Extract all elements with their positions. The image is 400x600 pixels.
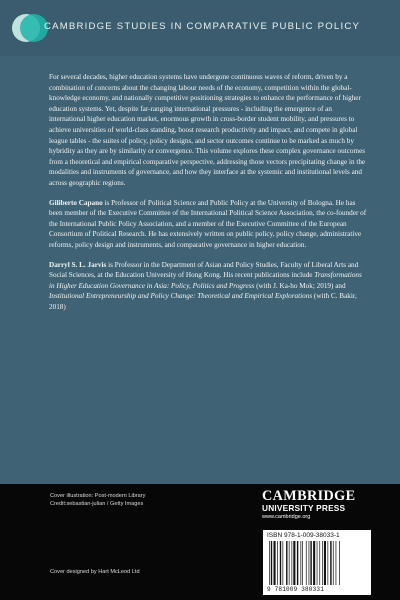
author-bio-jarvis — [49, 260, 367, 313]
publisher-url: www.cambridge.org — [262, 514, 311, 520]
author-bio-text: is Professor in the Department of Asian and Policy Studies, Faculty of Liberal Arts and Social Sciences, at the Education University of Hong Kong. His recent publications include — [49, 260, 359, 280]
series-header — [0, 0, 400, 56]
barcode-panel — [263, 530, 371, 595]
cover-illustration-credit: Cover illustration: Post-modern Library — [50, 493, 146, 499]
book-title: Transformations in Higher Education Governance in Asia: Policy, Politics and Progress — [49, 271, 362, 290]
author-bio-text: is Professor of Political Science and Public Policy at the University of Bologna. He has been member of the Executive Committee of the International Political Science Association, the co-founder of the International Public Policy Association, and a member of the Executive Committee of the European Consortium of Political Research. He has extensively written on public policy, policy change, administrative reforms, policy design and instruments, and comparative governance in higher education. — [49, 198, 367, 249]
publisher-press: UNIVERSITY PRESS — [262, 503, 346, 513]
series-logo-icon — [12, 10, 48, 46]
book-blurb: For several decades, higher education systems have undergone continuous waves of reform, driven by a combination of concerns about the changing labour needs of the economy, competition within the global-knowledge economy, and nationally competitive positioning strategies to enhance the performance of higher education systems. Yet, despite far-ranging international pressures - including the emergence of an international higher education market, enormous growth in cross-border student mobility, and pressures to achieve universities of world-class standing, boost research productivity and impact, and compete in global league tables - the suites of policy, policy designs, and sector outcomes continue to be marked as much by hybridity as they are by similarity or convergence. This volume explores these complex governance outcomes from a theoretical and empirical comparative perspective, addressing those vectors precipitating change in the modalities and instruments of governance, and how they interface at the systemic and institutional levels and across geographic regions. — [49, 73, 366, 187]
photo-credit: Credit:sebastian-julian / Getty Images — [50, 501, 144, 507]
barcode-icon — [267, 541, 367, 587]
author-name: Darryl S. L. Jarvis — [49, 260, 107, 269]
book-title: Institutional Entrepreneurship and Policy Change: Theoretical and Empirical Explorations — [49, 292, 313, 301]
barcode-digits: 9 781009 380331 — [267, 586, 325, 593]
isbn-label: ISBN 978-1-009-38033-1 — [267, 532, 340, 539]
back-cover-text — [49, 72, 367, 321]
author-bio-text: (with J. Ka-ho Mok; 2019) and — [254, 281, 346, 290]
author-name: Giliberto Capano — [49, 198, 103, 207]
publisher-logo — [262, 489, 372, 521]
cover-design-credit: Cover designed by Hart McLeod Ltd — [50, 569, 140, 575]
series-title: CAMBRIDGE STUDIES IN COMPARATIVE PUBLIC POLICY — [44, 21, 361, 32]
publisher-name: CAMBRIDGE — [262, 488, 356, 504]
author-bio-text: (with C. Bakir, 2018) — [49, 292, 357, 311]
author-bio-capano — [49, 198, 367, 251]
